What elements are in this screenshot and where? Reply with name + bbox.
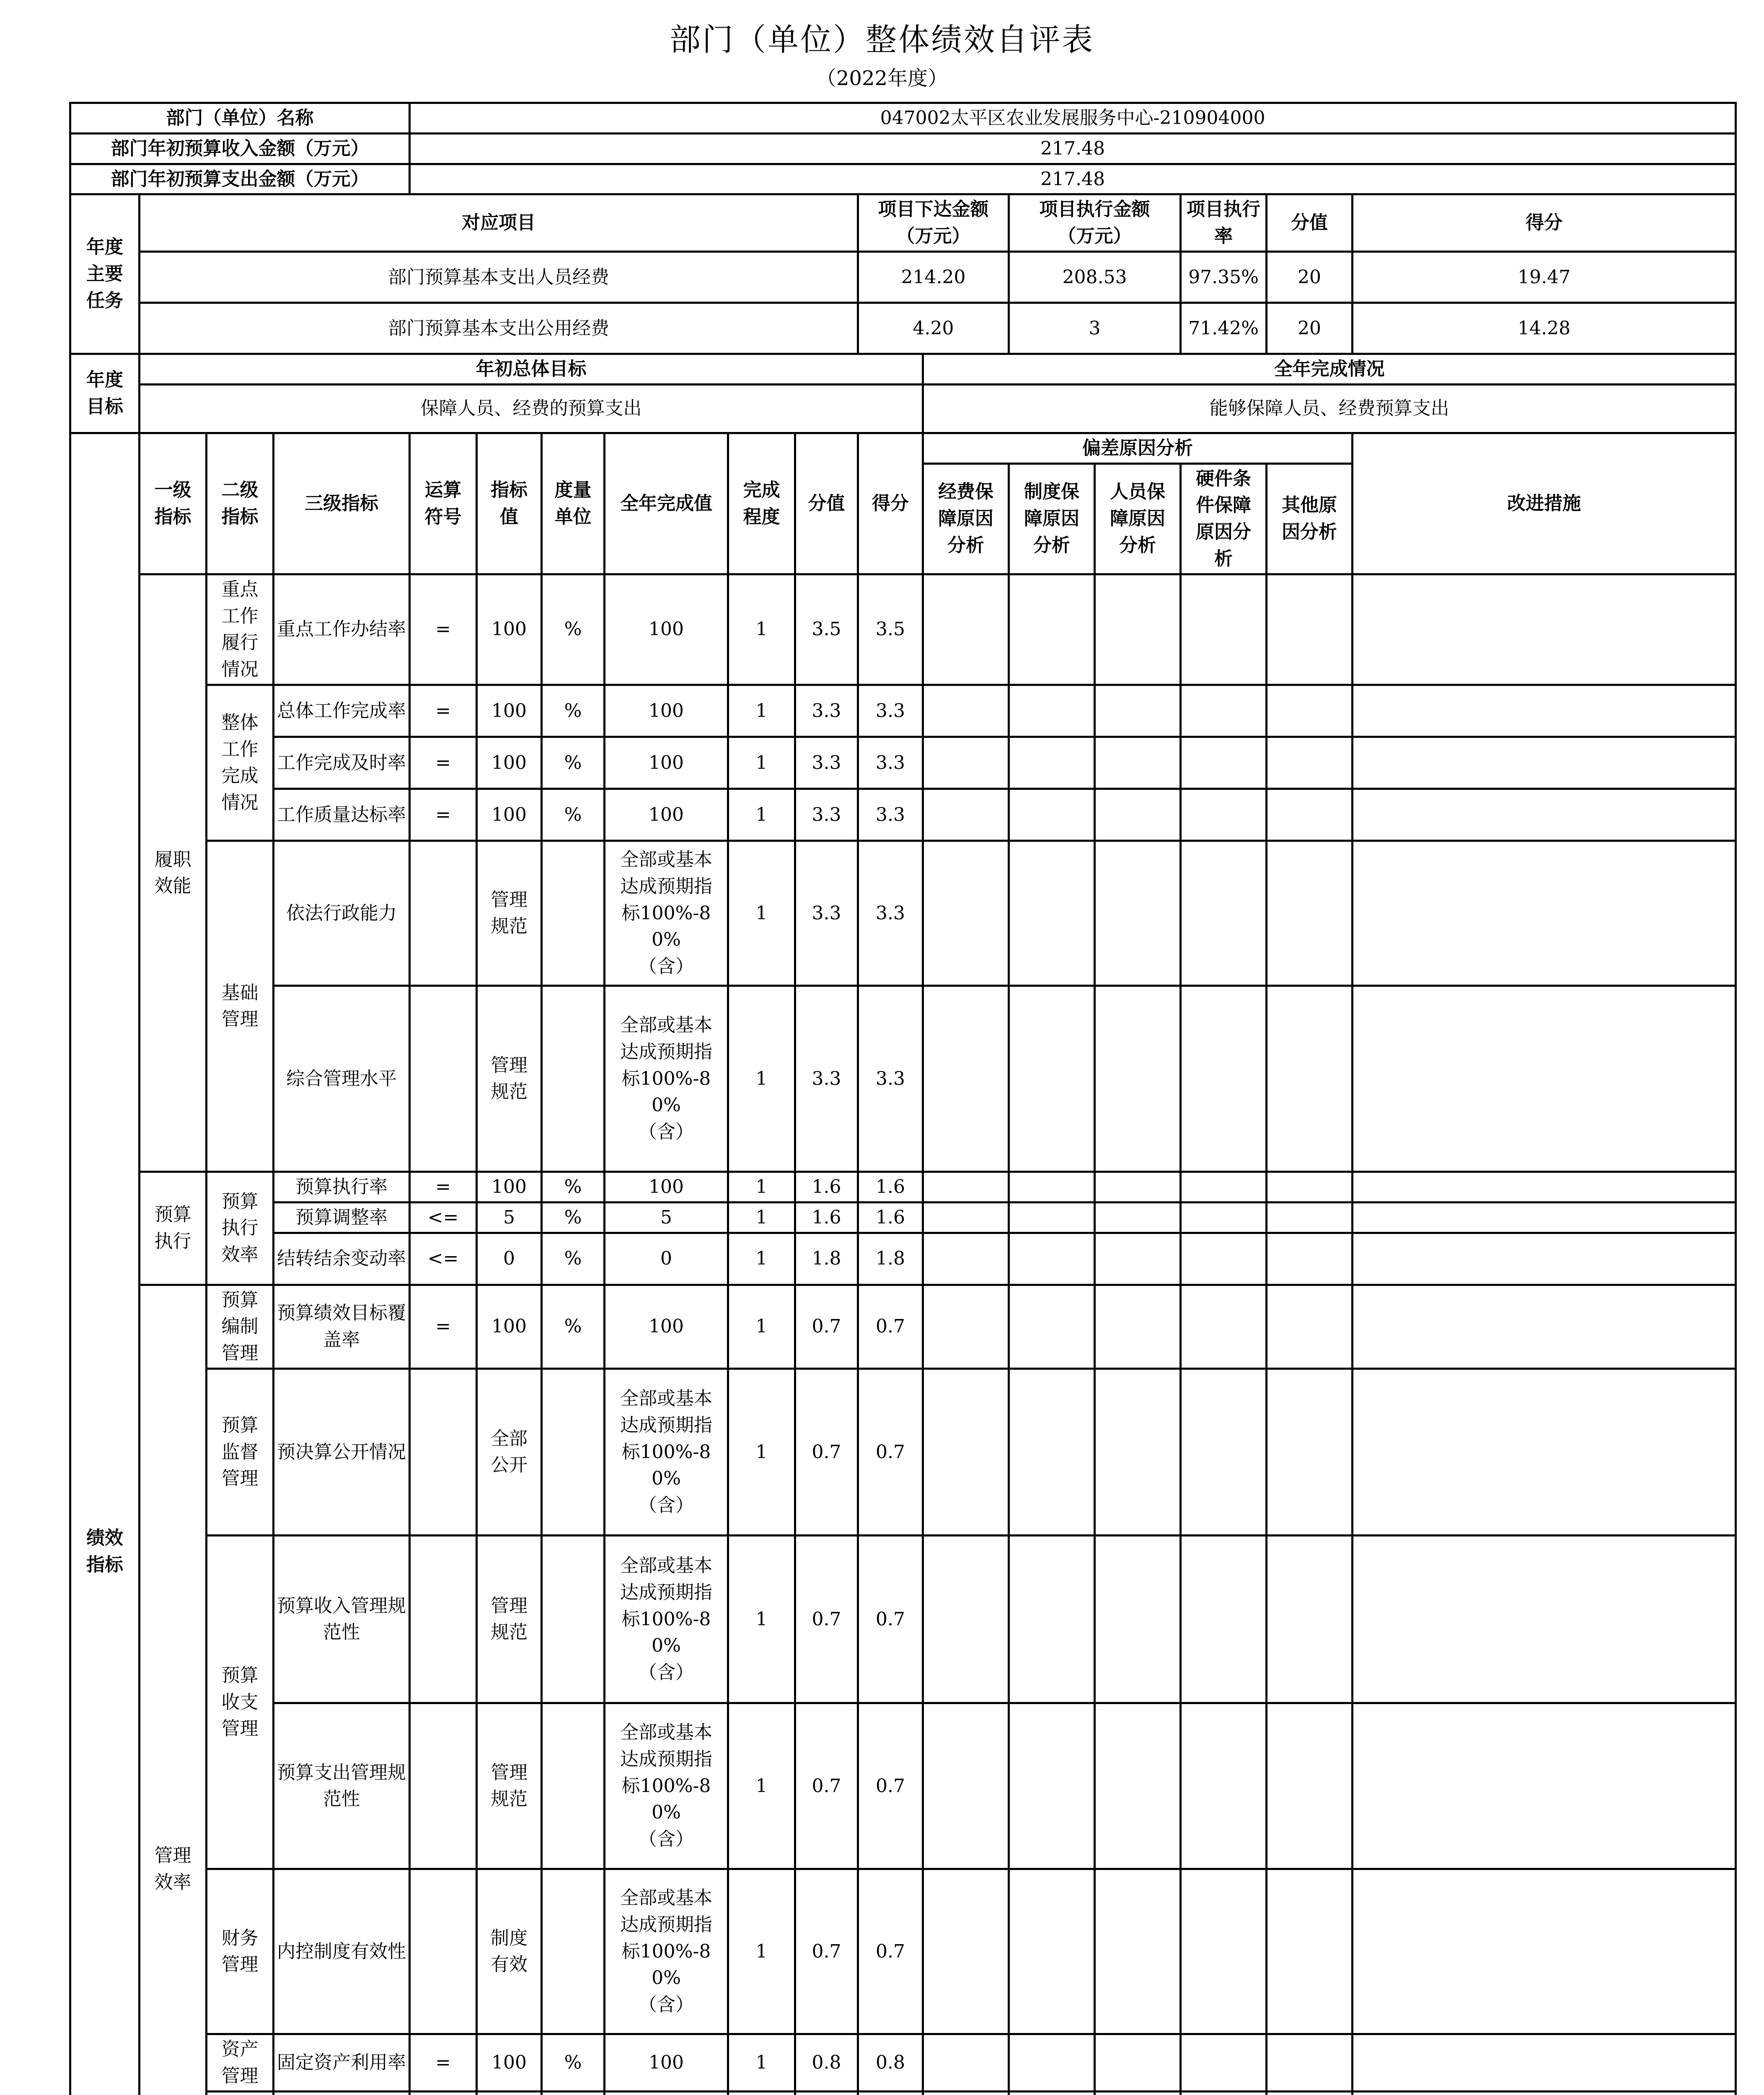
indicator-score: 0.7 (858, 1535, 923, 1703)
indicator-unit: % (542, 1233, 605, 1285)
task-value: 20 (1267, 303, 1353, 354)
indicator-op (410, 841, 477, 985)
goals-done-header: 全年完成情况 (923, 354, 1736, 384)
col-header-op: 运算 符号 (410, 433, 477, 574)
indicator-l3: 重点工作办结率 (274, 574, 410, 685)
col-header-l1: 一级 指标 (140, 433, 207, 574)
indicator-degree: 1 (728, 841, 795, 985)
indicator-op (410, 1703, 477, 1869)
indicator-dev-cell (1267, 1172, 1353, 1202)
expense-value: 217.48 (410, 164, 1736, 194)
indicator-l2: 资产 管理 (207, 2034, 274, 2091)
indicator-dev-cell (1267, 985, 1353, 1172)
indicator-value: 0.7 (795, 1368, 858, 1535)
indicator-dev-cell (1181, 985, 1267, 1172)
indicator-op: = (410, 1285, 477, 1368)
indicator-unit: % (542, 574, 605, 685)
indicator-degree: 1 (728, 1703, 795, 1869)
col-header-dev: 人员保 障原因 分析 (1095, 463, 1181, 574)
indicator-dev-cell (923, 1233, 1009, 1285)
indicator-value: 1.8 (795, 1233, 858, 1285)
task-score: 19.47 (1353, 251, 1736, 303)
indicator-dev-cell (1095, 985, 1181, 1172)
indicator-dev-cell (1095, 1869, 1181, 2034)
indicator-actual: 100 (605, 1172, 728, 1202)
indicator-dev-cell (1095, 1368, 1181, 1535)
indicator-dev-cell (1009, 1172, 1095, 1202)
indicator-unit: % (542, 1172, 605, 1202)
indicator-value: 0.7 (795, 1535, 858, 1703)
indicator-dev-cell (1095, 841, 1181, 985)
indicator-l2: 预算 执行 效率 (207, 1172, 274, 1285)
indicator-score (858, 2091, 923, 2095)
col-header-dev: 硬件条 件保障 原因分 析 (1181, 463, 1267, 574)
indicator-unit: % (542, 1285, 605, 1368)
indicator-dev-cell (1009, 1202, 1095, 1233)
indicator-unit (542, 1535, 605, 1703)
indicator-l1: 预算 执行 (140, 1172, 207, 1285)
indicator-op: = (410, 789, 477, 841)
indicator-dev-cell (1267, 2034, 1353, 2091)
indicator-dev-cell (1009, 789, 1095, 841)
indicator-degree: 1 (728, 789, 795, 841)
indicator-value: 0.7 (795, 1869, 858, 2034)
indicator-dev-cell (1009, 2091, 1095, 2095)
indicator-target: 100 (477, 1172, 542, 1202)
task-item: 部门预算基本支出人员经费 (140, 251, 858, 303)
indicator-actual: 全部或基本 达成预期指 标100%-80% （含） (605, 1869, 728, 2034)
indicator-l2: 预算 收支 管理 (207, 1535, 274, 1869)
indicator-improve-cell (1353, 1202, 1736, 1233)
indicator-dev-cell (1267, 789, 1353, 841)
col-header-degree: 完成 程度 (728, 433, 795, 574)
indicator-unit: % (542, 685, 605, 737)
indicator-improve-cell (1353, 1535, 1736, 1703)
indicator-degree: 1 (728, 737, 795, 789)
indicator-dev-cell (923, 2091, 1009, 2095)
indicator-actual: 0 (605, 1233, 728, 1285)
indicator-dev-cell (1009, 1703, 1095, 1869)
indicator-unit (542, 841, 605, 985)
income-label: 部门年初预算收入金额（万元） (70, 133, 410, 164)
indicator-improve-cell (1353, 685, 1736, 737)
indicator-dev-cell (1009, 985, 1095, 1172)
indicator-actual: 100 (605, 2034, 728, 2091)
indicator-l3: 预算收入管理规范性 (274, 1535, 410, 1703)
col-header-score-value: 分值 (1267, 194, 1353, 252)
indicator-improve-cell (1353, 2091, 1736, 2095)
indicator-l1: 管理 效率 (140, 1285, 207, 2095)
indicator-dev-cell (1181, 685, 1267, 737)
indicator-dev-cell (923, 1869, 1009, 2034)
col-header-value: 分值 (795, 433, 858, 574)
indicator-unit: % (542, 1202, 605, 1233)
indicator-l3: 预算执行率 (274, 1172, 410, 1202)
indicator-degree: 1 (728, 1285, 795, 1368)
indicator-value: 0.8 (795, 2034, 858, 2091)
indicator-degree: 1 (728, 1368, 795, 1535)
indicator-l3 (274, 2091, 410, 2095)
indicator-unit (542, 985, 605, 1172)
indicator-target (477, 2091, 542, 2095)
indicator-l3: 预算绩效目标覆盖率 (274, 1285, 410, 1368)
col-header-target: 指标 值 (477, 433, 542, 574)
indicator-score: 3.3 (858, 789, 923, 841)
indicator-degree: 1 (728, 574, 795, 685)
indicator-improve-cell (1353, 1172, 1736, 1202)
indicator-target: 管理 规范 (477, 1535, 542, 1703)
indicator-score: 0.7 (858, 1703, 923, 1869)
indicator-improve-cell (1353, 985, 1736, 1172)
indicator-dev-cell (1267, 574, 1353, 685)
indicator-improve-cell (1353, 574, 1736, 685)
indicator-score: 0.7 (858, 1368, 923, 1535)
form-title: 部门（单位）整体绩效自评表 (670, 22, 1094, 58)
col-header-budget: 项目下达金额 （万元） (858, 194, 1009, 252)
indicator-value: 3.3 (795, 985, 858, 1172)
indicator-actual (605, 2091, 728, 2095)
indicator-dev-cell (923, 574, 1009, 685)
indicator-dev-cell (923, 1368, 1009, 1535)
indicator-l2 (207, 2091, 274, 2095)
indicator-value: 0.7 (795, 1703, 858, 1869)
indicator-score: 3.3 (858, 737, 923, 789)
task-item: 部门预算基本支出公用经费 (140, 303, 858, 354)
indicator-target: 100 (477, 737, 542, 789)
indicator-dev-cell (1009, 1869, 1095, 2034)
indicator-l2: 重点 工作 履行 情况 (207, 574, 274, 685)
indicator-dev-cell (1181, 1535, 1267, 1703)
indicator-unit (542, 1869, 605, 2034)
expense-label: 部门年初预算支出金额（万元） (70, 164, 410, 194)
indicator-op: <= (410, 1233, 477, 1285)
indicator-improve-cell (1353, 1869, 1736, 2034)
col-header-item: 对应项目 (140, 194, 858, 252)
indicator-l2: 基础 管理 (207, 841, 274, 1172)
indicator-unit: % (542, 737, 605, 789)
indicator-op (410, 1869, 477, 2034)
col-header-score: 得分 (1353, 194, 1736, 252)
indicator-target: 100 (477, 574, 542, 685)
form-year: （2022年度） (816, 67, 948, 90)
indicator-improve-cell (1353, 789, 1736, 841)
indicator-dev-cell (923, 2034, 1009, 2091)
indicator-dev-cell (1009, 2034, 1095, 2091)
indicator-op (410, 1535, 477, 1703)
indicator-dev-cell (1095, 1535, 1181, 1703)
indicator-improve-cell (1353, 1368, 1736, 1535)
indicator-score: 0.8 (858, 2034, 923, 2091)
indicator-target: 100 (477, 1285, 542, 1368)
col-header-exec-rate: 项目执行率 (1181, 194, 1267, 252)
indicator-degree: 1 (728, 1172, 795, 1202)
indicator-degree: 1 (728, 1535, 795, 1703)
indicator-dev-cell (1095, 789, 1181, 841)
indicator-target: 0 (477, 1233, 542, 1285)
task-budget: 214.20 (858, 251, 1009, 303)
task-budget: 4.20 (858, 303, 1009, 354)
task-rate: 71.42% (1181, 303, 1267, 354)
indicator-score: 3.3 (858, 985, 923, 1172)
indicator-op: = (410, 574, 477, 685)
indicator-op (410, 1368, 477, 1535)
indicator-l2: 预算 编制 管理 (207, 1285, 274, 1368)
indicator-value: 3.3 (795, 685, 858, 737)
indicator-value: 3.5 (795, 574, 858, 685)
indicator-target: 100 (477, 685, 542, 737)
indicator-l3: 结转结余变动率 (274, 1233, 410, 1285)
col-header-dev: 制度保 障原因 分析 (1009, 463, 1095, 574)
indicator-l3: 工作质量达标率 (274, 789, 410, 841)
indicator-dev-cell (1181, 1869, 1267, 2034)
indicator-dev-cell (1009, 1285, 1095, 1368)
indicator-degree: 1 (728, 1869, 795, 2034)
indicator-dev-cell (923, 685, 1009, 737)
indicator-target: 100 (477, 2034, 542, 2091)
col-header-exec-amount: 项目执行金额 （万元） (1009, 194, 1181, 252)
indicator-value: 3.3 (795, 737, 858, 789)
indicator-dev-cell (1009, 737, 1095, 789)
indicator-actual: 全部或基本 达成预期指 标100%-80% （含） (605, 841, 728, 985)
indicator-improve-cell (1353, 1285, 1736, 1368)
indicator-unit: % (542, 2034, 605, 2091)
indicator-value (795, 2091, 858, 2095)
indicator-dev-cell (1095, 1233, 1181, 1285)
indicator-dev-cell (1181, 2091, 1267, 2095)
indicator-l3: 依法行政能力 (274, 841, 410, 985)
indicator-l2: 预算 监督 管理 (207, 1368, 274, 1535)
indicator-l3: 总体工作完成率 (274, 685, 410, 737)
indicator-unit (542, 1703, 605, 1869)
indicator-dev-cell (923, 1285, 1009, 1368)
indicator-dev-cell (1267, 1869, 1353, 2034)
indicator-dev-cell (923, 841, 1009, 985)
indicator-actual: 100 (605, 685, 728, 737)
indicator-dev-cell (1095, 685, 1181, 737)
indicator-degree: 1 (728, 685, 795, 737)
goals-target-header: 年初总体目标 (140, 354, 923, 384)
indicator-dev-cell (1009, 574, 1095, 685)
indicator-dev-cell (1267, 841, 1353, 985)
goals-target-text: 保障人员、经费的预算支出 (140, 384, 923, 433)
indicator-op: = (410, 685, 477, 737)
indicator-target: 全部 公开 (477, 1368, 542, 1535)
indicator-target: 管理 规范 (477, 985, 542, 1172)
indicator-target: 100 (477, 789, 542, 841)
indicator-l3: 预决算公开情况 (274, 1368, 410, 1535)
indicator-dev-cell (1181, 1233, 1267, 1285)
col-header-dev: 其他原 因分析 (1267, 463, 1353, 574)
indicator-dev-cell (1181, 1368, 1267, 1535)
indicator-improve-cell (1353, 2034, 1736, 2091)
indicator-actual: 100 (605, 1285, 728, 1368)
indicator-actual: 100 (605, 574, 728, 685)
indicator-improve-cell (1353, 1233, 1736, 1285)
indicator-dev-cell (1267, 1703, 1353, 1869)
indicator-op: <= (410, 1202, 477, 1233)
col-header-l2: 二级 指标 (207, 433, 274, 574)
indicator-l3: 综合管理水平 (274, 985, 410, 1172)
indicator-score: 1.6 (858, 1202, 923, 1233)
col-header-deviation: 偏差原因分析 (923, 433, 1353, 463)
tasks-section-label: 年度 主要 任务 (70, 194, 140, 354)
indicator-dev-cell (1009, 1535, 1095, 1703)
indicator-dev-cell (1181, 2034, 1267, 2091)
indicator-score: 3.3 (858, 685, 923, 737)
indicator-dev-cell (1009, 1368, 1095, 1535)
indicator-unit (542, 1368, 605, 1535)
indicator-dev-cell (1267, 1368, 1353, 1535)
indicator-dev-cell (1095, 2034, 1181, 2091)
indicator-degree (728, 2091, 795, 2095)
indicator-degree: 1 (728, 1233, 795, 1285)
indicator-actual: 5 (605, 1202, 728, 1233)
indicator-dev-cell (1267, 1535, 1353, 1703)
indicator-l3: 内控制度有效性 (274, 1869, 410, 2034)
indicator-value: 3.3 (795, 841, 858, 985)
indicator-l2: 整体 工作 完成 情况 (207, 685, 274, 841)
indicator-dev-cell (1095, 1285, 1181, 1368)
indicator-value: 3.3 (795, 789, 858, 841)
income-value: 217.48 (410, 133, 1736, 164)
indicator-improve-cell (1353, 1703, 1736, 1869)
indicator-unit (542, 2091, 605, 2095)
indicator-dev-cell (1095, 737, 1181, 789)
indicator-l3: 预算调整率 (274, 1202, 410, 1233)
goals-section-label: 年度 目标 (70, 354, 140, 433)
indicator-dev-cell (1181, 789, 1267, 841)
indicator-dev-cell (1267, 685, 1353, 737)
indicator-dev-cell (1181, 1202, 1267, 1233)
indicator-degree: 1 (728, 2034, 795, 2091)
indicator-dev-cell (923, 1202, 1009, 1233)
indicator-target: 管理 规范 (477, 841, 542, 985)
indicator-actual: 100 (605, 737, 728, 789)
indicator-op: = (410, 2034, 477, 2091)
indicator-op (410, 2091, 477, 2095)
indicator-dev-cell (1267, 737, 1353, 789)
indicator-dev-cell (923, 1535, 1009, 1703)
goals-done-text: 能够保障人员、经费预算支出 (923, 384, 1736, 433)
indicator-improve-cell (1353, 841, 1736, 985)
indicator-score: 3.3 (858, 841, 923, 985)
task-rate: 97.35% (1181, 251, 1267, 303)
col-header-improve: 改进措施 (1353, 433, 1736, 574)
col-header-dev: 经费保 障原因 分析 (923, 463, 1009, 574)
indicator-dev-cell (923, 1703, 1009, 1869)
indicator-dev-cell (1267, 2091, 1353, 2095)
indicator-unit: % (542, 789, 605, 841)
indicator-value: 1.6 (795, 1202, 858, 1233)
indicator-dev-cell (1095, 574, 1181, 685)
indicator-dev-cell (1267, 1233, 1353, 1285)
indicator-value: 0.7 (795, 1285, 858, 1368)
indicator-score: 0.7 (858, 1869, 923, 2034)
indicator-actual: 全部或基本 达成预期指 标100%-80% （含） (605, 985, 728, 1172)
indicator-l3: 工作完成及时率 (274, 737, 410, 789)
indicator-dev-cell (1095, 1202, 1181, 1233)
indicator-dev-cell (1181, 737, 1267, 789)
indicator-l3: 预算支出管理规范性 (274, 1703, 410, 1869)
indicator-dev-cell (1009, 841, 1095, 985)
indicator-dev-cell (1181, 841, 1267, 985)
indicator-actual: 全部或基本 达成预期指 标100%-80% （含） (605, 1368, 728, 1535)
indicator-dev-cell (1267, 1202, 1353, 1233)
dept-name-label: 部门（单位）名称 (70, 103, 410, 134)
indicator-op (410, 985, 477, 1172)
indicator-dev-cell (1095, 1703, 1181, 1869)
indicator-l3: 固定资产利用率 (274, 2034, 410, 2091)
indicator-target: 制度 有效 (477, 1869, 542, 2034)
col-header-score: 得分 (858, 433, 923, 574)
indicator-degree: 1 (728, 985, 795, 1172)
indicator-dev-cell (923, 737, 1009, 789)
indicator-actual: 100 (605, 789, 728, 841)
indicator-actual: 全部或基本 达成预期指 标100%-80% （含） (605, 1703, 728, 1869)
indicator-score: 1.8 (858, 1233, 923, 1285)
indicator-score: 3.5 (858, 574, 923, 685)
col-header-l3: 三级指标 (274, 433, 410, 574)
indicator-score: 1.6 (858, 1172, 923, 1202)
indicator-dev-cell (923, 985, 1009, 1172)
indicator-score: 0.7 (858, 1285, 923, 1368)
indicator-dev-cell (1181, 574, 1267, 685)
indicator-dev-cell (923, 789, 1009, 841)
performance-table (69, 102, 1737, 2095)
indicator-dev-cell (923, 1172, 1009, 1202)
indicators-section-label: 绩效 指标 (70, 433, 140, 2095)
indicator-dev-cell (1181, 1172, 1267, 1202)
indicator-degree: 1 (728, 1202, 795, 1233)
indicator-dev-cell (1267, 1285, 1353, 1368)
indicator-dev-cell (1181, 1285, 1267, 1368)
col-header-actual: 全年完成值 (605, 433, 728, 574)
task-exec: 208.53 (1009, 251, 1181, 303)
indicator-l2: 财务 管理 (207, 1869, 274, 2034)
indicator-actual: 全部或基本 达成预期指 标100%-80% （含） (605, 1535, 728, 1703)
indicator-target: 5 (477, 1202, 542, 1233)
indicator-l1: 履职 效能 (140, 574, 207, 1172)
indicator-improve-cell (1353, 737, 1736, 789)
task-exec: 3 (1009, 303, 1181, 354)
indicator-dev-cell (1009, 1233, 1095, 1285)
task-score: 14.28 (1353, 303, 1736, 354)
indicator-dev-cell (1095, 2091, 1181, 2095)
indicator-op: = (410, 737, 477, 789)
indicator-value: 1.6 (795, 1172, 858, 1202)
indicator-dev-cell (1009, 685, 1095, 737)
col-header-unit: 度量 单位 (542, 433, 605, 574)
indicator-dev-cell (1095, 1172, 1181, 1202)
indicator-op: = (410, 1172, 477, 1202)
task-value: 20 (1267, 251, 1353, 303)
dept-name-value: 047002太平区农业发展服务中心-210904000 (410, 103, 1736, 134)
indicator-target: 管理 规范 (477, 1703, 542, 1869)
indicator-dev-cell (1181, 1703, 1267, 1869)
